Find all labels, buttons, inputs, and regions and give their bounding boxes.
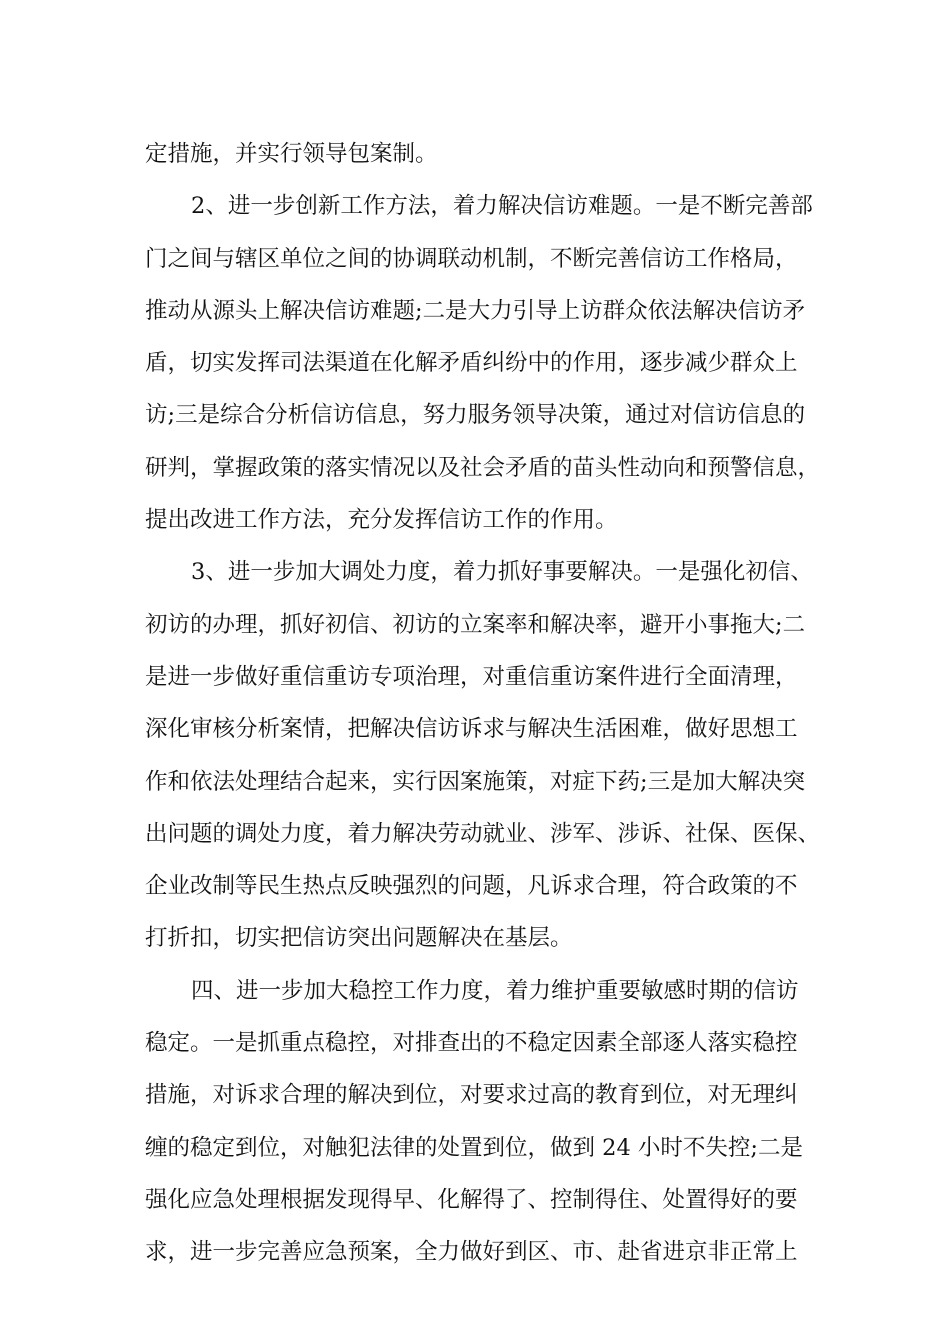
text-line: 访;三是综合分析信访信息，努力服务领导决策，通过对信访信息的 [145,402,806,429]
text-line: 提出改进工作方法，充分发挥信访工作的作用。 [145,507,618,534]
text-line: 深化审核分析案情，把解决信访诉求与解决生活困难，做好思想工 [145,716,798,743]
text-line: 推动从源头上解决信访难题;二是大力引导上访群众依法解决信访矛 [145,297,806,324]
text-line: 作和依法处理结合起来，实行因案施策，对症下药;三是加大解决突 [145,768,806,795]
text-line: 强化应急处理根据发现得早、化解得了、控制得住、处置得好的要 [145,1186,798,1213]
text-line: 2、进一步创新工作方法，着力解决信访难题。一是不断完善部 [191,193,813,220]
text-line: 门之间与辖区单位之间的协调联动机制，不断完善信访工作格局， [145,245,798,272]
text-line: 打折扣，切实把信访突出问题解决在基层。 [145,925,573,952]
text-line: 措施，对诉求合理的解决到位，对要求过高的教育到位，对无理纠 [145,1082,798,1109]
text-line: 出问题的调处力度，着力解决劳动就业、涉军、涉诉、社保、医保、 [145,820,821,847]
text-line: 是进一步做好重信重访专项治理，对重信重访案件进行全面清理， [145,663,798,690]
text-line: 企业改制等民生热点反映强烈的问题，凡诉求合理，符合政策的不 [145,873,798,900]
document-body [145,128,825,1279]
text-line: 稳定。一是抓重点稳控，对排查出的不稳定因素全部逐人落实稳控 [145,1030,798,1057]
text-line: 盾，切实发挥司法渠道在化解矛盾纠纷中的作用，逐步减少群众上 [145,350,798,377]
text-line: 定措施，并实行领导包案制。 [145,141,438,167]
text-line: 四、进一步加大稳控工作力度，着力维护重要敏感时期的信访 [191,977,799,1004]
text-line: 缠的稳定到位，对触犯法律的处置到位，做到 24 小时不失控;二是 [145,1134,804,1161]
text-line: 求，进一步完善应急预案，全力做好到区、市、赴省进京非正常上 [145,1239,798,1266]
text-line: 3、进一步加大调处力度，着力抓好事要解决。一是强化初信、 [191,559,813,586]
text-line: 研判，掌握政策的落实情况以及社会矛盾的苗头性动向和预警信息， [145,454,821,481]
text-line: 初访的办理，抓好初信、初访的立案率和解决率，避开小事拖大;二 [145,611,806,638]
